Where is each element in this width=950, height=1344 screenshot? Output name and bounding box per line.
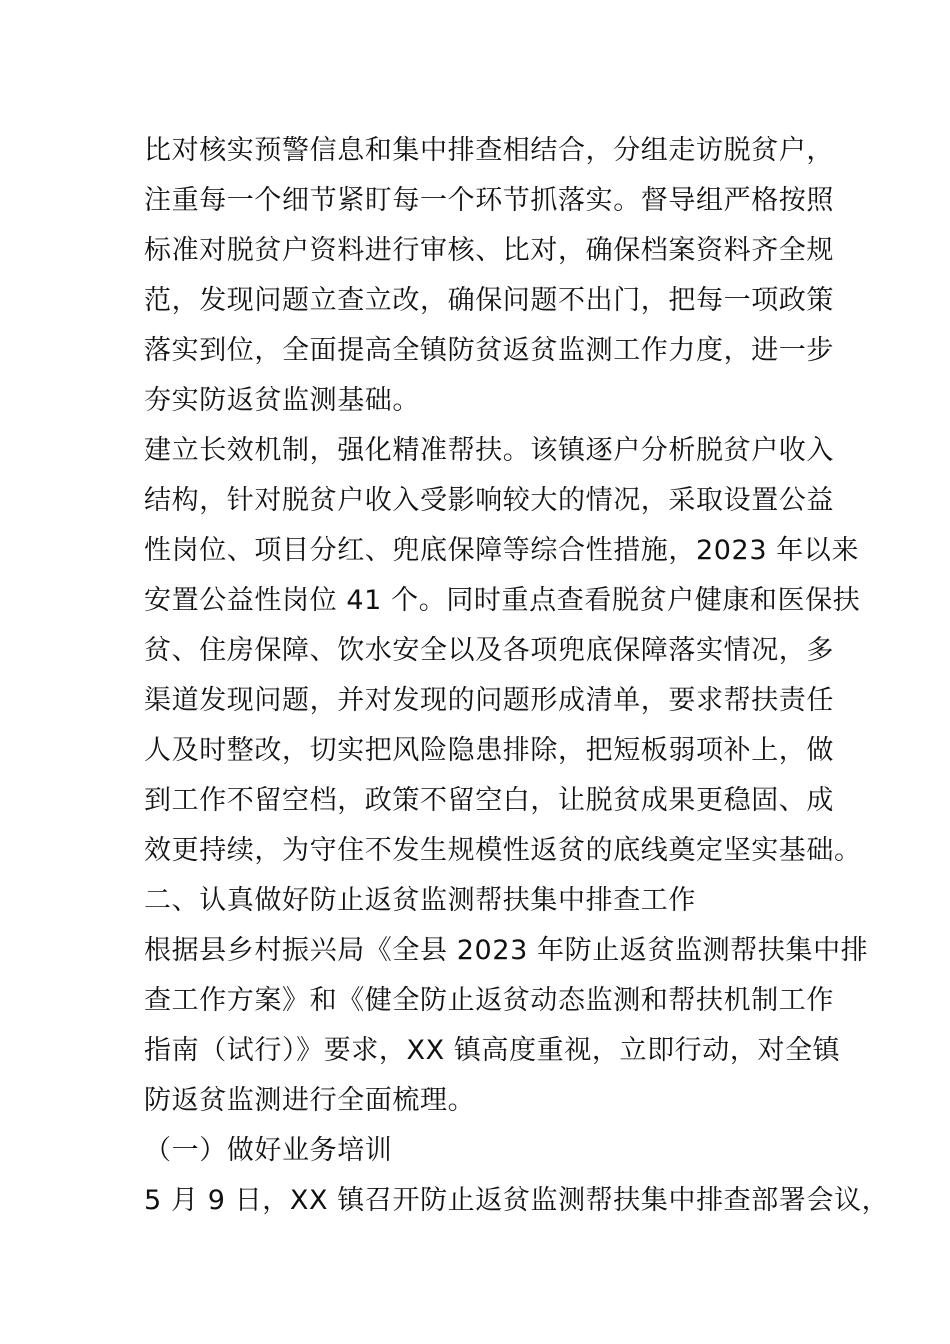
section-heading: 二、认真做好防止返贫监测帮扶集中排查工作 xyxy=(144,885,696,916)
text-line: 落实到位，全面提高全镇防贫返贫监测工作力度，进一步 xyxy=(144,335,834,366)
text-line: 结构，针对脱贫户收入受影响较大的情况，采取设置公益 xyxy=(144,485,834,516)
text-line: 注重每一个细节紧盯每一个环节抓落实。督导组严格按照 xyxy=(144,185,834,216)
text-line: 标准对脱贫户资料进行审核、比对，确保档案资料齐全规 xyxy=(144,235,834,266)
text-line: 安置公益性岗位 41 个。同时重点查看脱贫户健康和医保扶 xyxy=(144,585,861,616)
text-line: 效更持续，为守住不发生规模性返贫的底线奠定坚实基础。 xyxy=(144,835,862,866)
text-line: 指南（试行）》要求，XX 镇高度重视，立即行动，对全镇 xyxy=(144,1035,841,1066)
text-line: 根据县乡村振兴局《全县 2023 年防止返贫监测帮扶集中排 xyxy=(144,935,869,966)
text-line: 夯实防返贫监测基础。 xyxy=(144,385,420,416)
text-line: 防返贫监测进行全面梳理。 xyxy=(144,1085,476,1116)
text-line: 比对核实预警信息和集中排查相结合，分组走访脱贫户， xyxy=(144,135,834,166)
text-line: 性岗位、项目分红、兜底保障等综合性措施，2023 年以来 xyxy=(144,535,860,566)
text-line: 人及时整改，切实把风险隐患排除，把短板弱项补上，做 xyxy=(144,735,834,766)
subsection-heading: （一）做好业务培训 xyxy=(144,1135,393,1166)
text-line: 范，发现问题立查立改，确保问题不出门，把每一项政策 xyxy=(144,285,834,316)
text-line: 渠道发现问题，并对发现的问题形成清单，要求帮扶责任 xyxy=(144,685,834,716)
text-line: 查工作方案》和《健全防止返贫动态监测和帮扶机制工作 xyxy=(144,985,834,1016)
document-body xyxy=(144,126,890,1226)
text-line: 到工作不留空档，政策不留空白，让脱贫成果更稳固、成 xyxy=(144,785,834,816)
text-line: 建立长效机制，强化精准帮扶。该镇逐户分析脱贫户收入 xyxy=(144,435,834,466)
text-line: 贫、住房保障、饮水安全以及各项兜底保障落实情况，多 xyxy=(144,635,834,666)
text-line: 5 月 9 日，XX 镇召开防止返贫监测帮扶集中排查部署会议， xyxy=(144,1185,890,1216)
